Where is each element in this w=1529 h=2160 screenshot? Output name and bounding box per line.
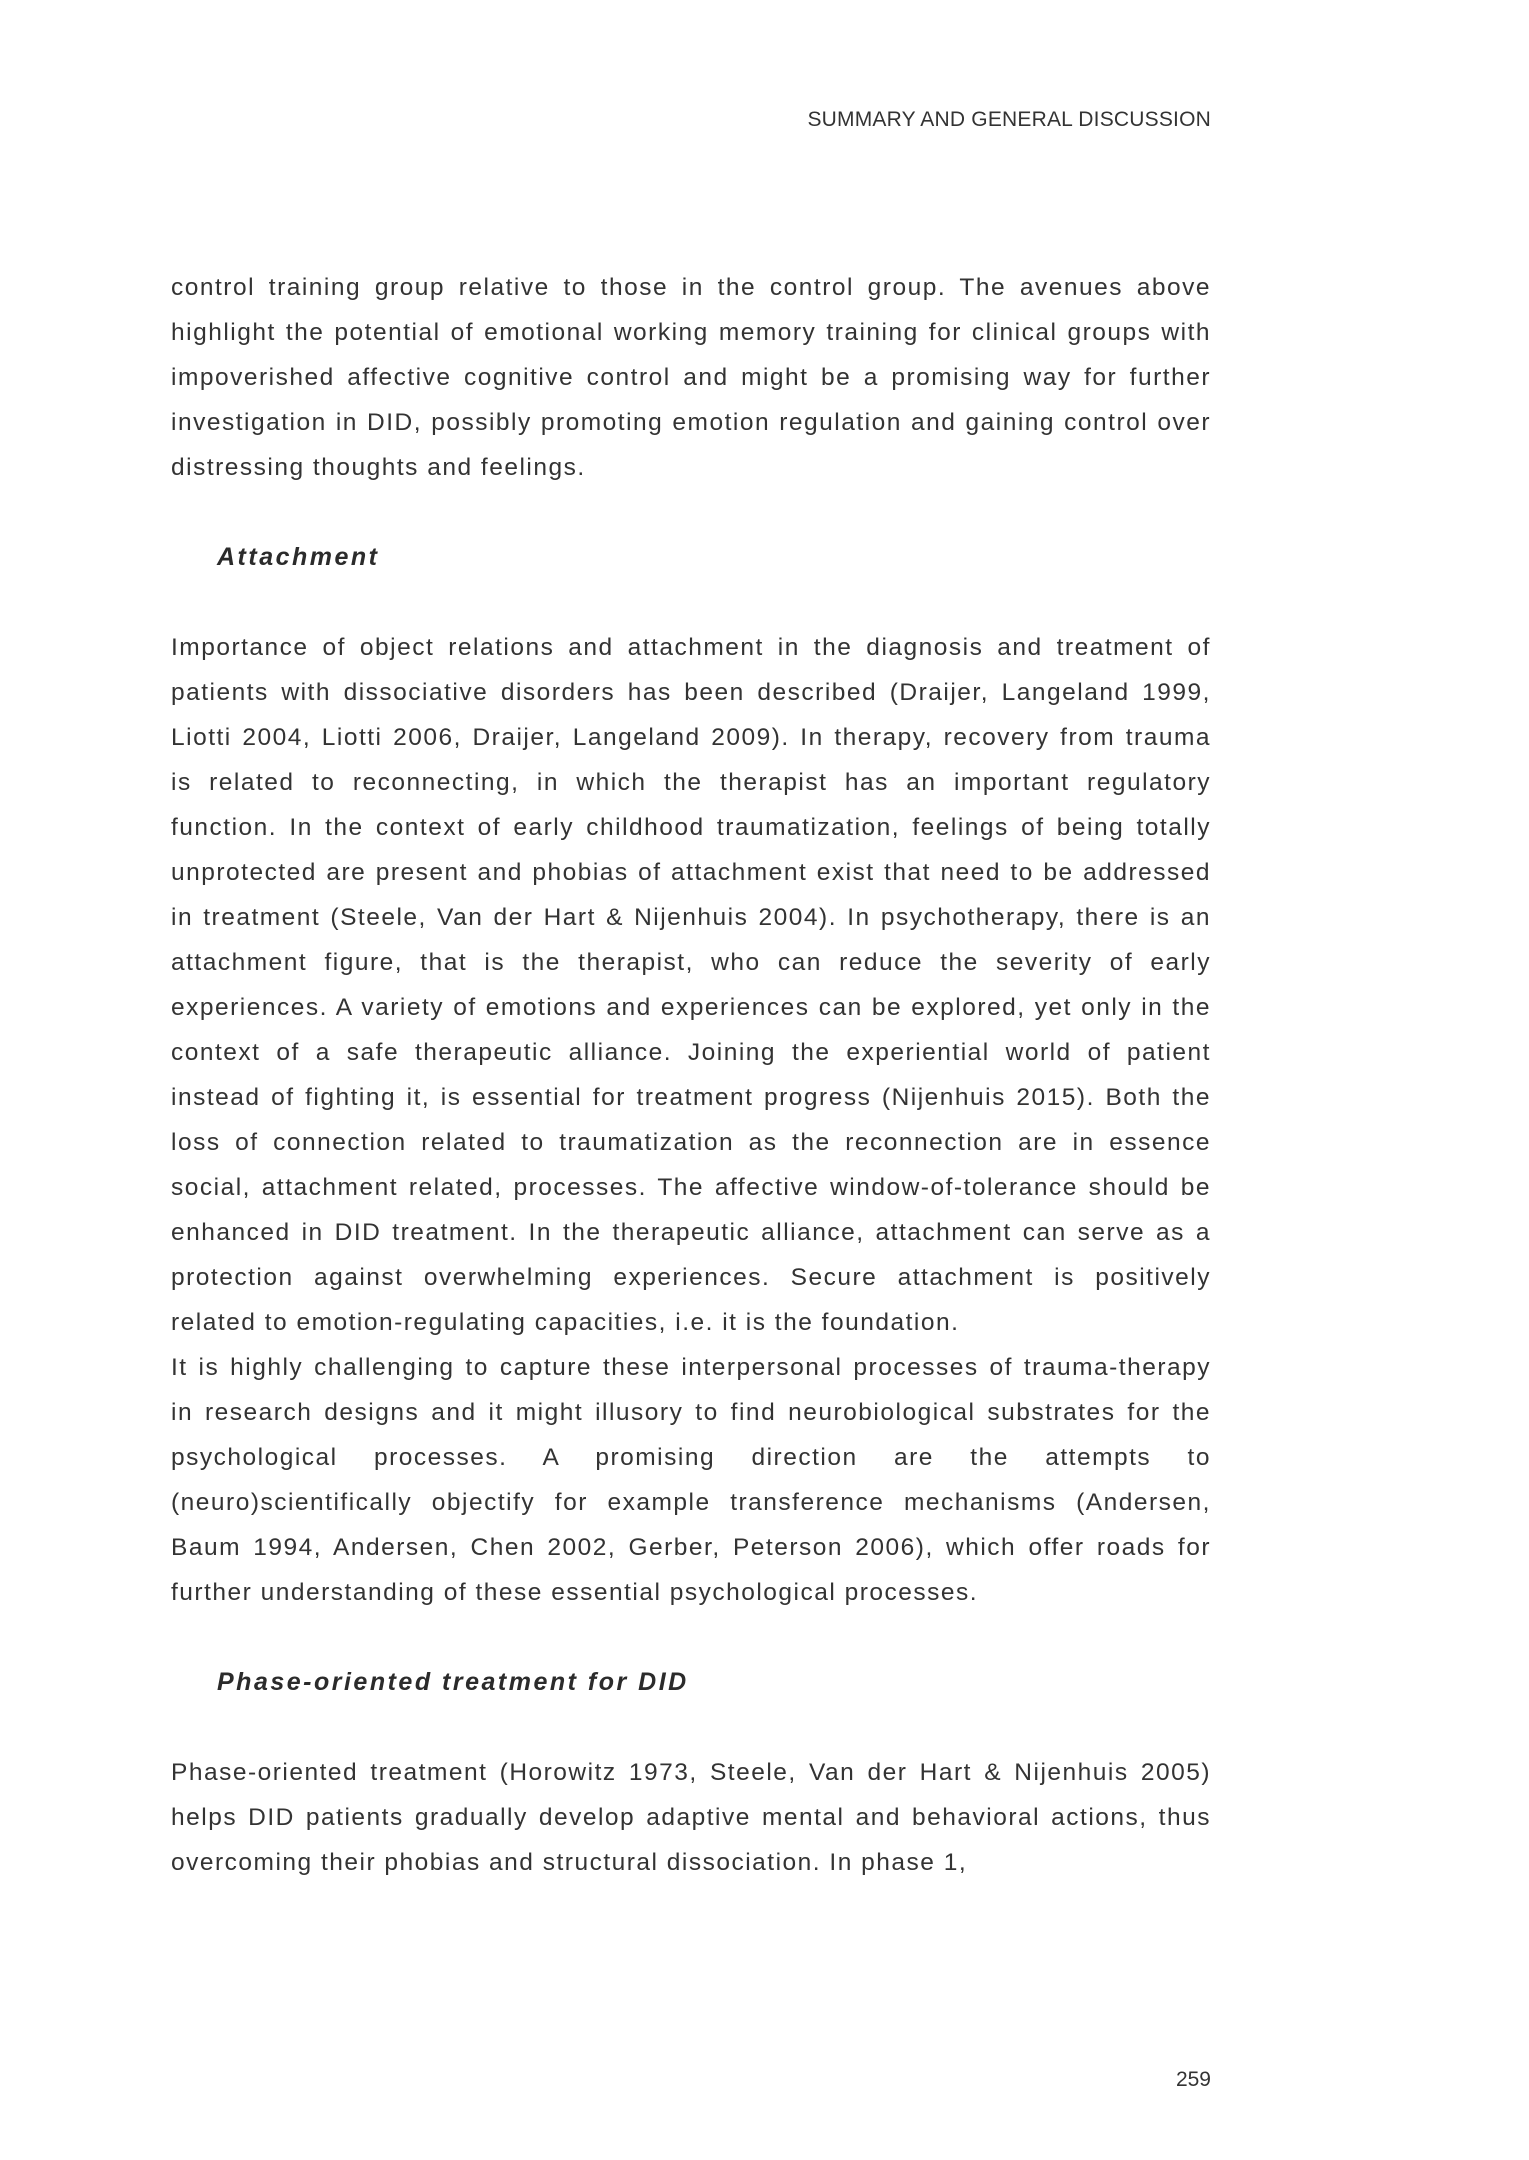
section-heading-phase-oriented: Phase-oriented treatment for DID: [217, 1668, 689, 1696]
page-number: 259: [1175, 2068, 1211, 2091]
section-heading-attachment: Attachment: [217, 543, 380, 571]
paragraph-phase-oriented: Phase-oriented treatment (Horowitz 1973, Steele, Van der Hart & Nijenhuis 2005) helps DID patients gradually develop adaptive mental and behavioral actions, thus overcoming their phobias and structural dissociation. In phase 1,: [171, 1759, 1211, 1876]
paragraph-intro: control training group relative to those in the control group. The avenues above highlight the potential of emotional working memory training for clinical groups with impoverished affective cognitive control and might be a promising way for further investigation in DID, possibly promoting emotion regulation and gaining control over distressing thoughts and feelings.: [171, 274, 1211, 481]
page-body: [171, 265, 1211, 1885]
paragraph-attachment-1: Importance of object relations and attachment in the diagnosis and treatment of patients with dissociative disorders has been described (Draijer, Langeland 1999, Liotti 2004, Liotti 2006, Draijer, Langeland 2009). In therapy, recovery from trauma is related to reconnecting, in which the therapist has an important regulatory function. In the context of early childhood traumatization, feelings of being totally unprotected are present and phobias of attachment exist that need to be addressed in treatment (Steele, Van der Hart & Nijenhuis 2004). In psychotherapy, there is an attachment figure, that is the therapist, who can reduce the severity of early experiences. A variety of emotions and experiences can be explored, yet only in the context of a safe therapeutic alliance. Joining the experiential world of patient instead of fighting it, is essential for treatment progress (Nijenhuis 2015). Both the loss of connection related to traumatization as the reconnection are in essence social, attachment related, processes. The affective window-of-tolerance should be enhanced in DID treatment. In the therapeutic alliance, attachment can serve as a protection against overwhelming experiences. Secure attachment is positively related to emotion-regulating capacities, i.e. it is the foundation.: [171, 634, 1211, 1336]
running-header: SUMMARY AND GENERAL DISCUSSION: [807, 108, 1211, 131]
paragraph-attachment-2: It is highly challenging to capture these interpersonal processes of trauma-therapy in research designs and it might illusory to find neurobiological substrates for the psychological processes. A promising direction are the attempts to (neuro)scientifically objectify for example transference mechanisms (Andersen, Baum 1994, Andersen, Chen 2002, Gerber, Peterson 2006), which offer roads for further understanding of these essential psychological processes.: [171, 1354, 1211, 1606]
